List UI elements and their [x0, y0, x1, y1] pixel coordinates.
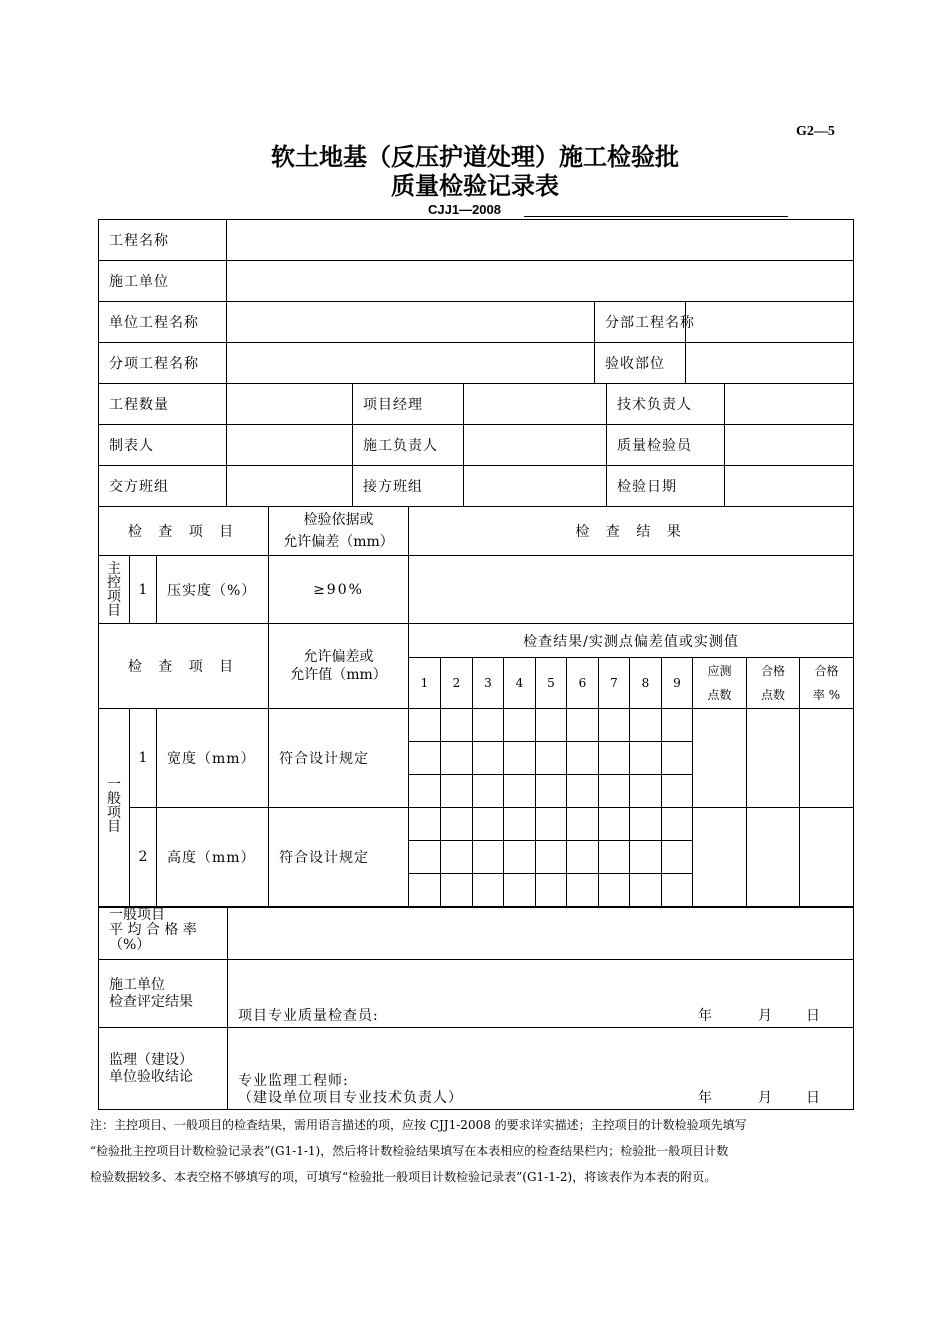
main-basis-header	[269, 507, 409, 556]
supervision-line2: 单位验收结论	[109, 1068, 193, 1085]
measure-cell[interactable]	[473, 709, 504, 742]
avg-rate-label	[99, 908, 228, 960]
main-item-number: 1	[130, 556, 157, 624]
supervision-field[interactable]	[228, 1028, 854, 1110]
unit-project-name-field[interactable]	[227, 302, 595, 343]
measure-cell[interactable]	[536, 775, 567, 808]
standard-code: CJJ1—2008	[428, 202, 501, 217]
general-tolerance-line1: 允许偏差或	[303, 649, 374, 665]
supervision-year-label: 年	[698, 1090, 712, 1106]
main-category-char: 主	[107, 560, 121, 577]
subitem-project-name-label: 分项工程名称	[99, 343, 227, 384]
quality-inspector-field[interactable]	[725, 425, 854, 466]
general-item-criterion: 符合设计规定	[269, 709, 409, 808]
supervision-month-label: 月	[758, 1090, 772, 1106]
avg-rate-line2: 平 均 合 格 率	[109, 922, 197, 938]
handover-team-label: 交方班组	[99, 466, 227, 507]
measure-cell[interactable]	[473, 808, 504, 841]
main-item-result-field[interactable]	[409, 556, 854, 624]
footnote-line: 注：主控项目、一般项目的检查结果，需用语言描述的项，应按 CJJ1-2008 的要求详实描述；主控项目的计数检验项先填写	[90, 1118, 747, 1132]
pass-rate-field[interactable]	[800, 709, 854, 808]
should-measure-field[interactable]	[693, 709, 747, 808]
pass-points-field[interactable]	[747, 808, 800, 907]
measure-cell[interactable]	[441, 841, 473, 874]
measure-cell[interactable]	[630, 775, 662, 808]
inspection-table	[98, 506, 854, 907]
measure-cell[interactable]	[599, 775, 630, 808]
general-item-name: 高度（mm）	[157, 808, 269, 907]
point-number: 7	[599, 658, 630, 709]
should-measure-field[interactable]	[693, 808, 747, 907]
inspection-date-label: 检验日期	[607, 466, 725, 507]
measure-cell[interactable]	[662, 841, 693, 874]
main-basis-header-line1: 检验依据或	[303, 512, 374, 528]
footnote-line: 检验数据较多、本表空格不够填写的项，可填写“检验批一般项目计数检验记录表”(G1-1-2)，将该表作为本表的附页。	[90, 1170, 717, 1184]
measure-cell[interactable]	[441, 808, 473, 841]
handover-team-field[interactable]	[227, 466, 353, 507]
measure-cell[interactable]	[504, 775, 536, 808]
measure-cell[interactable]	[567, 874, 599, 907]
receiving-team-field[interactable]	[464, 466, 607, 507]
construction-lead-label: 施工负责人	[353, 425, 464, 466]
pass-points-header	[747, 658, 800, 709]
pass-points-field[interactable]	[747, 709, 800, 808]
measure-cell[interactable]	[473, 874, 504, 907]
measure-cell[interactable]	[599, 841, 630, 874]
main-basis-header-line2: 允许偏差（mm）	[283, 534, 394, 550]
project-name-label: 工程名称	[99, 220, 227, 261]
measure-cell[interactable]	[567, 808, 599, 841]
main-category-char: 项	[107, 588, 121, 605]
construction-lead-field[interactable]	[464, 425, 607, 466]
construction-eval-field[interactable]	[228, 960, 854, 1028]
quantity-field[interactable]	[227, 384, 353, 425]
should-measure-line1: 应测	[707, 664, 732, 678]
pass-rate-line2: 率 %	[812, 688, 841, 702]
general-item-criterion: 符合设计规定	[269, 808, 409, 907]
general-category-char: 一	[107, 777, 121, 793]
measure-cell[interactable]	[409, 775, 441, 808]
main-category-char: 目	[107, 602, 121, 619]
general-category-char: 目	[107, 819, 121, 835]
construction-eval-label	[99, 960, 228, 1028]
supervision-day-label: 日	[806, 1090, 820, 1106]
construction-unit-field[interactable]	[227, 261, 854, 302]
general-results-header: 检查结果/实测点偏差值或实测值	[409, 624, 854, 658]
project-manager-field[interactable]	[464, 384, 607, 425]
measure-cell[interactable]	[409, 742, 441, 775]
measure-cell[interactable]	[441, 874, 473, 907]
project-name-field[interactable]	[227, 220, 854, 261]
main-category-char: 控	[107, 574, 121, 591]
measure-cell[interactable]	[567, 742, 599, 775]
footnote-line: “检验批主控项目计数检验记录表”(G1-1-1)，然后将计数检验结果填写在本表相应的检查结果栏内；检验批一般项目计数	[90, 1144, 729, 1158]
page-subtitle: 质量检验记录表	[391, 172, 559, 200]
measure-cell[interactable]	[473, 742, 504, 775]
pass-points-line2: 点数	[760, 688, 785, 702]
quantity-label: 工程数量	[99, 384, 227, 425]
subitem-project-name-field[interactable]	[227, 343, 595, 384]
measure-cell[interactable]	[662, 709, 693, 742]
pass-rate-line1: 合格	[814, 664, 839, 678]
eval-year-label: 年	[698, 1008, 712, 1024]
measure-cell[interactable]	[567, 709, 599, 742]
technical-lead-field[interactable]	[725, 384, 854, 425]
receiving-team-label: 接方班组	[353, 466, 464, 507]
footnote	[90, 1112, 865, 1190]
measure-cell[interactable]	[504, 874, 536, 907]
project-manager-label: 项目经理	[353, 384, 464, 425]
measure-cell[interactable]	[536, 841, 567, 874]
supervision-line1: 监理（建设）	[109, 1051, 193, 1068]
measure-cell[interactable]	[630, 742, 662, 775]
acceptance-location-field[interactable]	[686, 343, 854, 384]
avg-rate-field[interactable]	[228, 908, 854, 960]
pass-points-line1: 合格	[760, 664, 785, 678]
general-tolerance-line2: 允许值（mm）	[290, 667, 387, 683]
preparer-field[interactable]	[227, 425, 353, 466]
measure-cell[interactable]	[630, 841, 662, 874]
supervision-label	[99, 1028, 228, 1110]
measure-cell[interactable]	[536, 808, 567, 841]
eval-month-label: 月	[758, 1008, 772, 1024]
point-number: 5	[536, 658, 567, 709]
general-category-label	[104, 778, 124, 834]
pass-rate-field[interactable]	[800, 808, 854, 907]
general-category-char: 项	[107, 805, 121, 821]
should-measure-line2: 点数	[707, 688, 732, 702]
measure-cell[interactable]	[409, 709, 441, 742]
main-item-name: 压实度（%）	[157, 556, 269, 624]
pass-rate-header	[800, 658, 854, 709]
measure-cell[interactable]	[441, 775, 473, 808]
measure-cell[interactable]	[409, 808, 441, 841]
quality-inspector-label: 质量检验员	[607, 425, 725, 466]
main-result-header: 检 查 结 果	[409, 507, 854, 556]
measure-cell[interactable]	[409, 874, 441, 907]
general-item-header: 检 查 项 目	[99, 624, 269, 709]
inspection-date-field[interactable]	[725, 466, 854, 507]
avg-rate-line3: （%）	[109, 937, 151, 953]
measure-cell[interactable]	[630, 709, 662, 742]
standard-underline	[524, 216, 788, 217]
general-category-char: 般	[107, 791, 121, 807]
measure-cell[interactable]	[504, 709, 536, 742]
main-category-label	[99, 556, 130, 624]
point-number: 3	[473, 658, 504, 709]
measure-cell[interactable]	[536, 742, 567, 775]
avg-rate-line1: 一般项目	[109, 907, 165, 923]
measure-cell[interactable]	[630, 874, 662, 907]
measure-cell[interactable]	[567, 841, 599, 874]
supervisor-signer-label: 专业监理工程师:	[238, 1073, 349, 1089]
measure-cell[interactable]	[504, 841, 536, 874]
general-item-name: 宽度（mm）	[157, 709, 269, 808]
construction-eval-line1: 施工单位	[109, 976, 165, 993]
eval-day-label: 日	[806, 1008, 820, 1024]
measure-cell[interactable]	[599, 709, 630, 742]
measure-cell[interactable]	[662, 775, 693, 808]
general-item-number: 1	[130, 709, 157, 808]
preparer-label: 制表人	[99, 425, 227, 466]
measure-cell[interactable]	[662, 742, 693, 775]
measure-cell[interactable]	[599, 808, 630, 841]
point-number: 9	[662, 658, 693, 709]
point-number: 1	[409, 658, 441, 709]
measure-cell[interactable]	[504, 808, 536, 841]
main-item-criterion: ≥90%	[269, 556, 409, 624]
measure-cell[interactable]	[630, 808, 662, 841]
technical-lead-label: 技术负责人	[607, 384, 725, 425]
construction-unit-label: 施工单位	[99, 261, 227, 302]
measure-cell[interactable]	[599, 742, 630, 775]
form-code: G2—5	[796, 124, 835, 139]
division-project-name-field[interactable]	[686, 302, 854, 343]
measure-cell[interactable]	[441, 742, 473, 775]
measure-cell[interactable]	[473, 841, 504, 874]
measure-cell[interactable]	[536, 874, 567, 907]
measure-cell[interactable]	[504, 742, 536, 775]
division-project-name-label: 分部工程名称	[595, 302, 686, 343]
owner-signer-label: （建设单位项目专业技术负责人）	[238, 1090, 463, 1106]
conclusion-table	[98, 907, 854, 1110]
quality-inspector-signer-label: 项目专业质量检查员:	[238, 1008, 379, 1024]
measure-cell[interactable]	[662, 808, 693, 841]
info-table	[98, 219, 854, 507]
measure-cell[interactable]	[473, 775, 504, 808]
unit-project-name-label: 单位工程名称	[99, 302, 227, 343]
page-title: 软土地基（反压护道处理）施工检验批	[271, 143, 679, 171]
measure-cell[interactable]	[536, 709, 567, 742]
measure-cell[interactable]	[567, 775, 599, 808]
should-measure-header	[693, 658, 747, 709]
construction-eval-line2: 检查评定结果	[109, 993, 193, 1010]
general-tolerance-header	[269, 624, 409, 709]
general-item-number: 2	[130, 808, 157, 907]
point-number: 8	[630, 658, 662, 709]
measure-cell[interactable]	[409, 841, 441, 874]
measure-cell[interactable]	[599, 874, 630, 907]
point-number: 6	[567, 658, 599, 709]
acceptance-location-label: 验收部位	[595, 343, 686, 384]
measure-cell[interactable]	[441, 709, 473, 742]
main-item-header: 检 查 项 目	[99, 507, 269, 556]
point-number: 2	[441, 658, 473, 709]
measure-cell[interactable]	[662, 874, 693, 907]
point-number: 4	[504, 658, 536, 709]
